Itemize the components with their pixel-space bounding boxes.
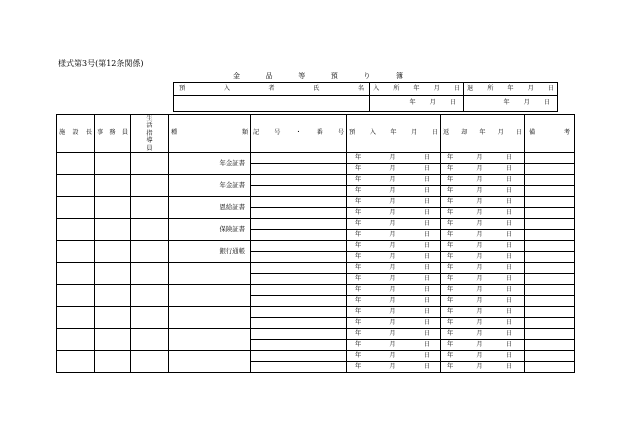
remarks-cell[interactable]: [525, 230, 575, 241]
leave-date-label: 退 所 年 月 日: [464, 83, 558, 96]
deposit-date-cell[interactable]: 年 月 日: [347, 241, 441, 252]
deposit-date-cell[interactable]: 年 月 日: [347, 230, 441, 241]
code-number-cell[interactable]: [251, 263, 347, 274]
admission-date-field[interactable]: 年 月 日: [370, 96, 464, 112]
clerk-seal-cell[interactable]: [95, 329, 131, 351]
title-char: 預: [330, 72, 338, 80]
remarks-cell[interactable]: [525, 307, 575, 318]
return-date-cell[interactable]: 年 月 日: [441, 307, 525, 318]
remarks-cell[interactable]: [525, 219, 575, 230]
code-number-cell[interactable]: [251, 329, 347, 340]
return-date-cell[interactable]: 年 月 日: [441, 252, 525, 263]
code-number-cell[interactable]: [251, 296, 347, 307]
deposit-date-cell[interactable]: 年 月 日: [347, 318, 441, 329]
document-type-cell[interactable]: [169, 263, 251, 285]
deposit-date-cell[interactable]: 年 月 日: [347, 197, 441, 208]
return-date-cell[interactable]: 年 月 日: [441, 208, 525, 219]
facility-head-header: 施 設 長: [57, 115, 95, 153]
life-guide-seal-cell[interactable]: [131, 307, 169, 329]
deposit-date-cell[interactable]: 年 月 日: [347, 307, 441, 318]
title-char: 等: [298, 72, 306, 80]
return-date-cell[interactable]: 年 月 日: [441, 296, 525, 307]
deposit-date-cell[interactable]: 年 月 日: [347, 208, 441, 219]
deposit-items-table: [56, 114, 575, 373]
deposit-date-cell[interactable]: 年 月 日: [347, 274, 441, 285]
code-number-cell[interactable]: [251, 230, 347, 241]
document-type-cell: 年金証書: [169, 175, 251, 197]
deposit-date-cell[interactable]: 年 月 日: [347, 153, 441, 164]
remarks-cell[interactable]: [525, 285, 575, 296]
clerk-header: 事 務 員: [95, 115, 131, 153]
facility-head-seal-cell[interactable]: [57, 351, 95, 373]
return-date-cell[interactable]: 年 月 日: [441, 175, 525, 186]
code-number-cell[interactable]: [251, 274, 347, 285]
title-char: 金: [233, 72, 240, 80]
remarks-cell[interactable]: [525, 164, 575, 175]
deposit-date-cell[interactable]: 年 月 日: [347, 329, 441, 340]
type-header: 種 類: [169, 115, 251, 153]
deposit-date-cell[interactable]: 年 月 日: [347, 296, 441, 307]
remarks-cell[interactable]: [525, 175, 575, 186]
return-date-header: 返 却 年 月 日: [441, 115, 525, 153]
table-row: [57, 241, 575, 252]
return-date-cell[interactable]: 年 月 日: [441, 186, 525, 197]
life-guide-seal-cell[interactable]: [131, 241, 169, 263]
return-date-cell[interactable]: 年 月 日: [441, 285, 525, 296]
return-date-cell[interactable]: 年 月 日: [441, 340, 525, 351]
code-number-cell[interactable]: [251, 175, 347, 186]
remarks-cell[interactable]: [525, 153, 575, 164]
life-guide-seal-cell[interactable]: [131, 175, 169, 197]
remarks-cell[interactable]: [525, 263, 575, 274]
document-type-cell[interactable]: [169, 285, 251, 307]
remarks-cell[interactable]: [525, 351, 575, 362]
clerk-seal-cell[interactable]: [95, 219, 131, 241]
facility-head-seal-cell[interactable]: [57, 263, 95, 285]
remarks-cell[interactable]: [525, 296, 575, 307]
clerk-seal-cell[interactable]: [95, 241, 131, 263]
document-type-cell[interactable]: [169, 351, 251, 373]
code-number-cell[interactable]: [251, 241, 347, 252]
life-guide-seal-cell[interactable]: [131, 263, 169, 285]
title-char: 品: [265, 72, 273, 80]
return-date-cell[interactable]: 年 月 日: [441, 230, 525, 241]
remarks-cell[interactable]: [525, 318, 575, 329]
code-number-cell[interactable]: [251, 164, 347, 175]
clerk-seal-cell[interactable]: [95, 307, 131, 329]
table-row: [57, 153, 575, 164]
life-guide-seal-cell[interactable]: [131, 219, 169, 241]
code-number-cell[interactable]: [251, 186, 347, 197]
return-date-cell[interactable]: 年 月 日: [441, 274, 525, 285]
return-date-cell[interactable]: 年 月 日: [441, 263, 525, 274]
deposit-date-cell[interactable]: 年 月 日: [347, 252, 441, 263]
return-date-cell[interactable]: 年 月 日: [441, 329, 525, 340]
life-guide-seal-cell[interactable]: [131, 285, 169, 307]
return-date-cell[interactable]: 年 月 日: [441, 351, 525, 362]
return-date-cell[interactable]: 年 月 日: [441, 318, 525, 329]
clerk-seal-cell[interactable]: [95, 285, 131, 307]
return-date-cell[interactable]: 年 月 日: [441, 153, 525, 164]
remarks-cell[interactable]: [525, 329, 575, 340]
code-number-cell[interactable]: [251, 340, 347, 351]
depositor-name-label: 預 入 者 氏 名: [174, 83, 370, 96]
table-row: [57, 219, 575, 230]
register-title: [233, 71, 403, 81]
deposit-date-cell[interactable]: 年 月 日: [347, 175, 441, 186]
clerk-seal-cell[interactable]: [95, 153, 131, 175]
life-guide-seal-cell[interactable]: [131, 153, 169, 175]
clerk-seal-cell[interactable]: [95, 175, 131, 197]
code-number-cell[interactable]: [251, 197, 347, 208]
life-guide-seal-cell[interactable]: [131, 197, 169, 219]
document-type-cell: 保険証書: [169, 219, 251, 241]
return-date-cell[interactable]: 年 月 日: [441, 241, 525, 252]
code-number-cell[interactable]: [251, 318, 347, 329]
leave-date-field[interactable]: 年 月 日: [464, 96, 558, 112]
return-date-cell[interactable]: 年 月 日: [441, 164, 525, 175]
table-row: [57, 329, 575, 340]
deposit-date-cell[interactable]: 年 月 日: [347, 351, 441, 362]
return-date-cell[interactable]: 年 月 日: [441, 219, 525, 230]
deposit-date-cell[interactable]: 年 月 日: [347, 263, 441, 274]
return-date-cell[interactable]: 年 月 日: [441, 197, 525, 208]
title-char: 簿: [395, 72, 403, 80]
facility-head-seal-cell[interactable]: [57, 285, 95, 307]
deposit-date-cell[interactable]: 年 月 日: [347, 219, 441, 230]
table-row: [57, 351, 575, 362]
clerk-seal-cell[interactable]: [95, 351, 131, 373]
deposit-date-header: 預 入 年 月 日: [347, 115, 441, 153]
document-type-cell[interactable]: [169, 307, 251, 329]
remarks-cell[interactable]: [525, 208, 575, 219]
return-date-cell[interactable]: 年 月 日: [441, 362, 525, 373]
table-row: [57, 175, 575, 186]
remarks-cell[interactable]: [525, 252, 575, 263]
code-number-cell[interactable]: [251, 285, 347, 296]
life-guide-seal-cell[interactable]: [131, 351, 169, 373]
title-char: り: [363, 72, 371, 80]
code-number-cell[interactable]: [251, 153, 347, 164]
code-number-cell[interactable]: [251, 252, 347, 263]
document-type-cell: 銀行通帳: [169, 241, 251, 263]
table-row: [57, 197, 575, 208]
code-number-cell[interactable]: [251, 219, 347, 230]
remarks-cell[interactable]: [525, 186, 575, 197]
code-number-header: 記 号 ・ 番 号: [251, 115, 347, 153]
table-row: [57, 307, 575, 318]
document-type-cell: 年金証書: [169, 153, 251, 175]
code-number-cell[interactable]: [251, 362, 347, 373]
table-row: [57, 285, 575, 296]
table-row: [57, 263, 575, 274]
facility-head-seal-cell[interactable]: [57, 241, 95, 263]
clerk-seal-cell[interactable]: [95, 263, 131, 285]
life-guide-header: 生 活 指 導 員: [131, 115, 169, 153]
facility-head-seal-cell[interactable]: [57, 175, 95, 197]
document-type-cell[interactable]: [169, 329, 251, 351]
code-number-cell[interactable]: [251, 307, 347, 318]
remarks-cell[interactable]: [525, 340, 575, 351]
remarks-cell[interactable]: [525, 362, 575, 373]
facility-head-seal-cell[interactable]: [57, 219, 95, 241]
clerk-seal-cell[interactable]: [95, 197, 131, 219]
deposit-date-cell[interactable]: 年 月 日: [347, 362, 441, 373]
code-number-cell[interactable]: [251, 351, 347, 362]
code-number-cell[interactable]: [251, 208, 347, 219]
admission-date-label: 入 所 年 月 日: [370, 83, 464, 96]
depositor-name-field[interactable]: [174, 96, 370, 112]
deposit-date-cell[interactable]: 年 月 日: [347, 164, 441, 175]
remarks-cell[interactable]: [525, 197, 575, 208]
facility-head-seal-cell[interactable]: [57, 197, 95, 219]
document-type-cell: 恩給証書: [169, 197, 251, 219]
column-header-row: [57, 115, 575, 153]
remarks-cell[interactable]: [525, 241, 575, 252]
deposit-date-cell[interactable]: 年 月 日: [347, 285, 441, 296]
life-guide-seal-cell[interactable]: [131, 329, 169, 351]
facility-head-seal-cell[interactable]: [57, 153, 95, 175]
remarks-header: 備 考: [525, 115, 575, 153]
depositor-header-table: [173, 82, 558, 112]
deposit-date-cell[interactable]: 年 月 日: [347, 340, 441, 351]
form-number: 様式第3号(第12条関係): [58, 59, 144, 68]
remarks-cell[interactable]: [525, 274, 575, 285]
facility-head-seal-cell[interactable]: [57, 329, 95, 351]
deposit-date-cell[interactable]: 年 月 日: [347, 186, 441, 197]
facility-head-seal-cell[interactable]: [57, 307, 95, 329]
